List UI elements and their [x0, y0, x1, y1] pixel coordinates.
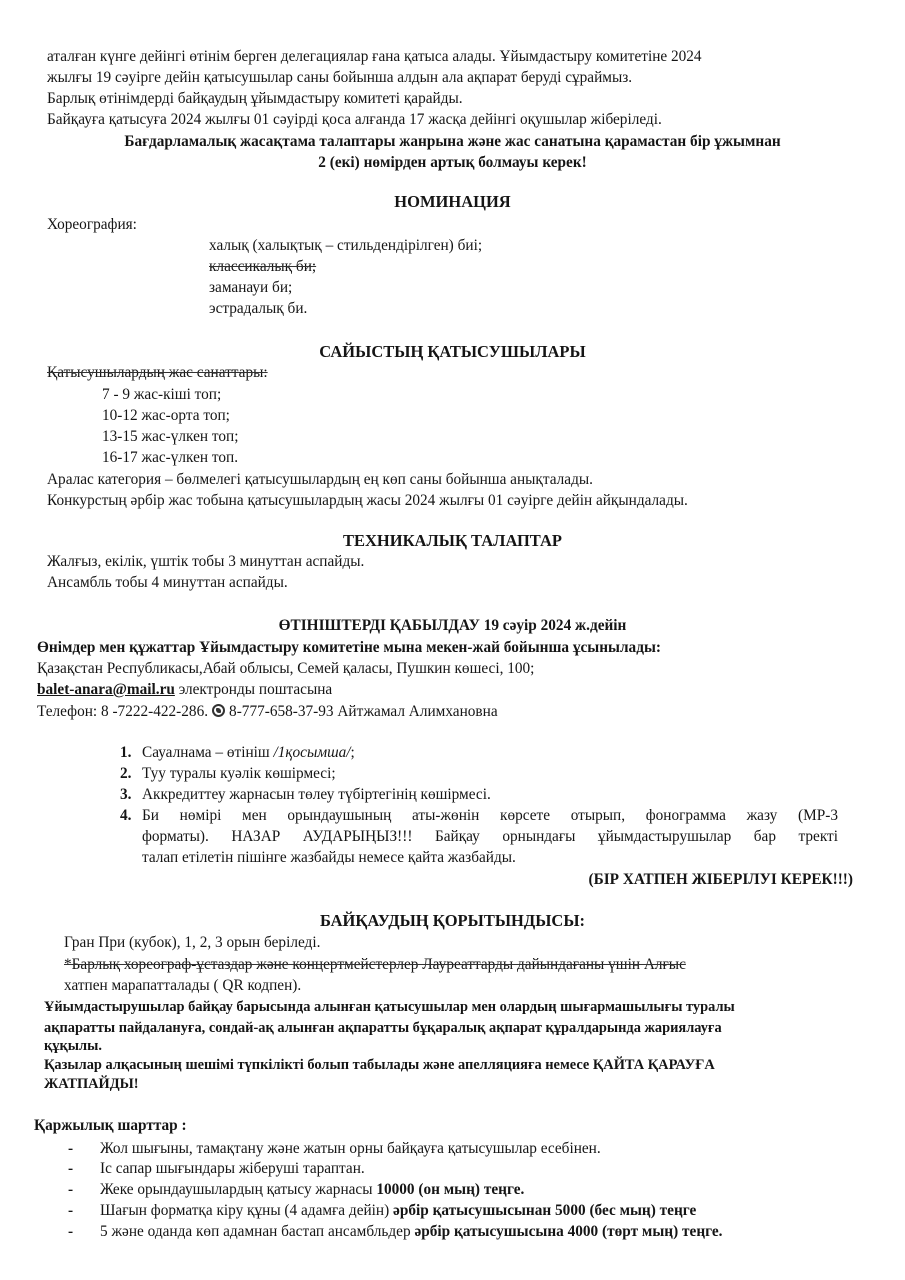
- email-link[interactable]: balet-anara@mail.ru: [37, 681, 175, 698]
- technical-heading: ТЕХНИКАЛЫҚ ТАЛАПТАР: [343, 531, 562, 550]
- jury-decision-line-1: Қазылар алқасының шешімі түпкілікті болып табылады және апелляцияға немесе ҚАЙТА ҚАРАУҒА: [44, 1057, 715, 1073]
- age-group: 16-17 жас-үлкен топ.: [102, 449, 239, 466]
- document-item: 2. Туу туралы куәлік көшірмесі;: [120, 765, 336, 782]
- finance-item: - 5 және оданда көп адамнан бастап ансамбльдер әрбір қатысушысына 4000 (төрт мың) теңге.: [68, 1223, 723, 1240]
- email-line: [37, 679, 332, 700]
- document-item: 4.: [120, 807, 132, 824]
- age-determination-note: Конкурстың әрбір жас тобына қатысушылардың жасы 2024 жылғы 01 сәуірге дейін айқындалады.: [47, 492, 688, 509]
- document-item-text: форматы). НАЗАР АУДАРЫҢЫЗ!!! Байқау орнындағы ұйымдастырушылар бар тректі: [142, 828, 838, 845]
- whatsapp-icon: [212, 704, 225, 717]
- email-suffix: электронды поштасына: [174, 681, 333, 698]
- whatsapp-contact: 8-777-658-37-93 Айтжамал Алимхановна: [229, 703, 498, 720]
- technical-line: Жалғыз, екілік, үштік тобы 3 минуттан аспайды.: [47, 553, 365, 570]
- jury-decision-line-2: ЖАТПАЙДЫ!: [44, 1076, 139, 1092]
- prizes-line: Гран При (кубок), 1, 2, 3 орын беріледі.: [64, 934, 321, 951]
- document-item-text: талап етілетін пішінге жазбайды немесе қайта жазбайды.: [142, 849, 516, 866]
- phone-number: Телефон: 8 -7222-422-286.: [37, 703, 209, 720]
- nomination-heading: НОМИНАЦИЯ: [394, 192, 511, 211]
- participants-heading: САЙЫСТЫҢ ҚАТЫСУШЫЛАРЫ: [319, 342, 586, 361]
- finance-item: - Іс сапар шығындары жіберуші тараптан.: [68, 1160, 365, 1177]
- mixed-category-note: Аралас категория – бөлмелегі қатысушылардың ең көп саны бойынша анықталады.: [47, 471, 593, 488]
- finance-item: - Шағын форматқа кіру құны (4 адамға дейін) әрбір қатысушысынан 5000 (бес мың) теңге: [68, 1202, 697, 1219]
- age-group: 7 - 9 жас-кіші топ;: [102, 386, 222, 403]
- document-item: 3. Аккредиттеу жарнасын төлеу түбіртегінің көшірмесі.: [120, 786, 491, 803]
- age-group: 10-12 жас-орта топ;: [102, 407, 230, 424]
- document-item: 1. Сауалнама – өтініш /1қосымша/;: [120, 744, 355, 761]
- age-group: 13-15 жас-үлкен топ;: [102, 428, 239, 445]
- applications-heading: ӨТІНІШТЕРДІ ҚАБЫЛДАУ 19 сәуір 2024 ж.дейін: [278, 617, 627, 634]
- info-usage-line-3: құқылы.: [44, 1038, 102, 1054]
- applications-subheading: Өнімдер мен құжаттар Ұйымдастыру комитетіне мына мекен-жай бойынша ұсынылады:: [37, 639, 661, 656]
- finance-item: - Жол шығыны, тамақтану және жатын орны байқауға қатысушылар есебінен.: [68, 1140, 601, 1157]
- nomination-item: халық (халықтық – стильдендірілген) биі;: [209, 237, 483, 254]
- intro-line-2: жылғы 19 сәуірге дейін қатысушылар саны бойынша алдын ала ақпарат беруді сұраймыз.: [47, 69, 633, 86]
- info-usage-line-1: Ұйымдастырушылар байқау барысында алынған қатысушылар мен олардың шығармашылығы туралы: [44, 999, 735, 1015]
- info-usage-line-2: ақпаратты пайдалануға, сондай-ақ алынған ақпаратты бұқаралық ақпарат құралдарында жариялауға: [44, 1020, 722, 1036]
- finance-item: - Жеке орындаушылардың қатысу жарнасы 10000 (он мың) теңге.: [68, 1181, 525, 1198]
- nomination-label: Хореография:: [47, 216, 137, 233]
- thanks-line-1: *Барлық хореограф-ұстаздар және концертмейстерлер Лауреаттарды дайындағаны үшін Алғыс: [64, 956, 686, 973]
- technical-line: Ансамбль тобы 4 минуттан аспайды.: [47, 574, 288, 591]
- intro-line-3: Барлық өтінімдерді байқаудың ұйымдастыру комитеті қарайды.: [47, 90, 463, 107]
- intro-bold-line-1: Бағдарламалық жасақтама талаптары жанрына және жас санатына қарамастан бір ұжымнан: [124, 133, 781, 150]
- finance-heading: Қаржылық шарттар :: [34, 1117, 187, 1134]
- nomination-item: эстрадалық би.: [209, 300, 308, 317]
- single-letter-note: (БІР ХАТПЕН ЖІБЕРІЛУІ КЕРЕК!!!): [588, 871, 853, 888]
- phone-line: [37, 701, 498, 722]
- document-item-text: Би нөмірі мен орындаушының аты-жөнін көрсете отырып, фонограмма жазу (МР-3: [142, 807, 838, 824]
- results-heading: БАЙҚАУДЫҢ ҚОРЫТЫНДЫСЫ:: [319, 911, 586, 930]
- postal-address: Қазақстан Республикасы,Абай облысы, Семей қаласы, Пушкин көшесі, 100;: [37, 660, 535, 677]
- nomination-item: заманауи би;: [209, 279, 293, 296]
- intro-line-1: аталған күнге дейінгі өтінім берген делегациялар ғана қатыса алады. Ұйымдастыру комитетіне 2024: [47, 48, 702, 65]
- age-categories-label: Қатысушылардың жас санаттары:: [47, 364, 268, 381]
- thanks-line-2: хатпен марапатталады ( QR кодпен).: [64, 977, 302, 994]
- intro-line-4: Байқауға қатысуға 2024 жылғы 01 сәуірді қоса алғанда 17 жасқа дейінгі оқушылар жіберіледі.: [47, 111, 662, 128]
- intro-bold-line-2: 2 (екі) нөмірден артық болмауы керек!: [318, 154, 587, 171]
- nomination-item: классикалық би;: [209, 258, 317, 275]
